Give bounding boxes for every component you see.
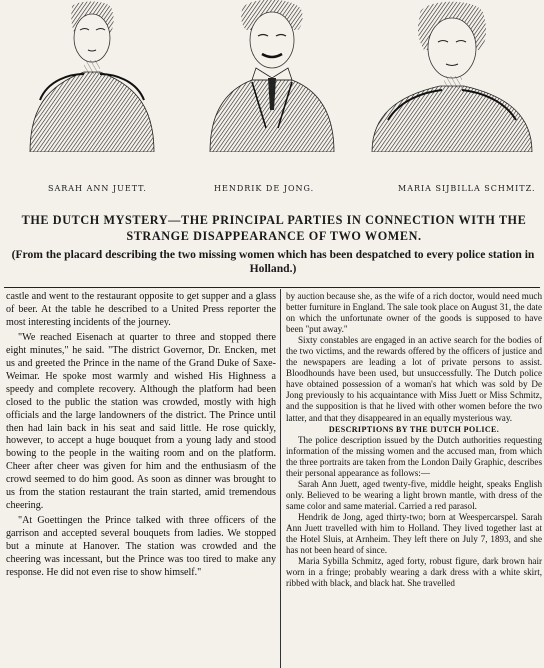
paragraph: by auction because she, as the wife of a rich doctor, would need much better furniture in England. The sale took place on August 31, the date on which the unfortunate owner of the goods is supposed to have been "put away." [286,291,542,335]
portrait-hendrik-de-jong [210,0,334,152]
column-rule [280,289,281,668]
portrait-maria-sijbilla-schmitz [372,2,532,152]
paragraph: "At Goettingen the Prince talked with three officers of the garrison and accepted several bouquets from ladies. We stopped but a minute at Hanover. The station was crowded and the cheering was incessant, but the Prince was too tired to make any response. He did not even rise to show himself." [6,515,276,579]
caption-hendrik-de-jong: HENDRIK DE JONG. [214,184,315,193]
subheadline: (From the placard describing the two missing women which has been despatched to every police station in Holland.) [11,248,535,275]
paragraph: Sarah Ann Juett, aged twenty-five, middle height, speaks English only. Believed to be wearing a light brown mantle, with dress of the same color and same material. Carried a red parasol. [286,478,542,511]
paragraph: Hendrik de Jong, aged thirty-two; born at Weespercarspel. Sarah Ann Juett travelled with him to Holland. They lived together last at the Hotel Sluis, at Arnheim. They left there on July 7, 1893, and she has not been heard of since. [286,511,542,556]
section-heading: DESCRIPTIONS BY THE DUTCH POLICE. [328,424,500,434]
section-rule [4,287,540,288]
paragraph: castle and went to the restaurant opposite to get supper and a glass of beer. At the table he described to a United Press reporter the most interesting incidents of the journey. [6,291,276,328]
caption-sarah-ann-juett: SARAH ANN JUETT. [48,184,147,193]
portraits-engraving [0,0,544,152]
article-column-right [286,291,542,589]
portrait-sarah-ann-juett [30,2,154,153]
caption-maria-sijbilla-schmitz: MARIA SIJBILLA SCHMITZ. [398,184,536,193]
paragraph: "We reached Eisenach at quarter to three and stopped there eight minutes," he said. "The district Governor, Dr. Encken, met us and greeted the Prince in the name of the Grand Duke of Saxe-Weimar. He spoke most warmly and wished His Highness a speedy and complete recovery. Although the platform had been closed to the public the station was crowded, mostly with high officials and the large landowners of the district. The Prince until then had lain back in his seat and said little. He rose quickly, however, to accept a huge bouquet from a young lady and stood bowing to the people in the waiting room and on the platform. Cheer after cheer was given for him and the enthusiasm of the crowd seemed to do him good. As soon as dinner was brought to us from the station restaurant the train started, amid tremendous cheering. [6,331,276,512]
article-column-left [6,291,276,580]
paragraph: Maria Sybilla Schmitz, aged forty, robust figure, dark brown hair worn in a fringe; probably wearing a dark dress with a white skirt, ribbed with black, and black hat. She travelled [286,556,542,589]
paragraph: Sixty constables are engaged in an active search for the bodies of the two victims, and the rewards offered by the officers of justice and the newspapers are leading a lot of private persons to assist. Bloodhounds have been used, but unsuccessfully. The Dutch police have obtained possession of a woman's hat which was sold by De Jong previously to his acquaintance with Miss Juett or Miss Schmitz, and the supposition is that he lived with other women before the two latter, and that they disappeared in an equally mysterious way. [286,335,542,423]
headline: THE DUTCH MYSTERY—THE PRINCIPAL PARTIES IN CONNECTION WITH THE STRANGE DISAPPEARANCE OF TWO WOMEN. [21,213,527,243]
paragraph: The police description issued by the Dutch authorities requesting information of the missing women and the accused man, from which the three portraits are taken from the London Daily Graphic, describes their personal appearance as follows:— [286,434,542,478]
